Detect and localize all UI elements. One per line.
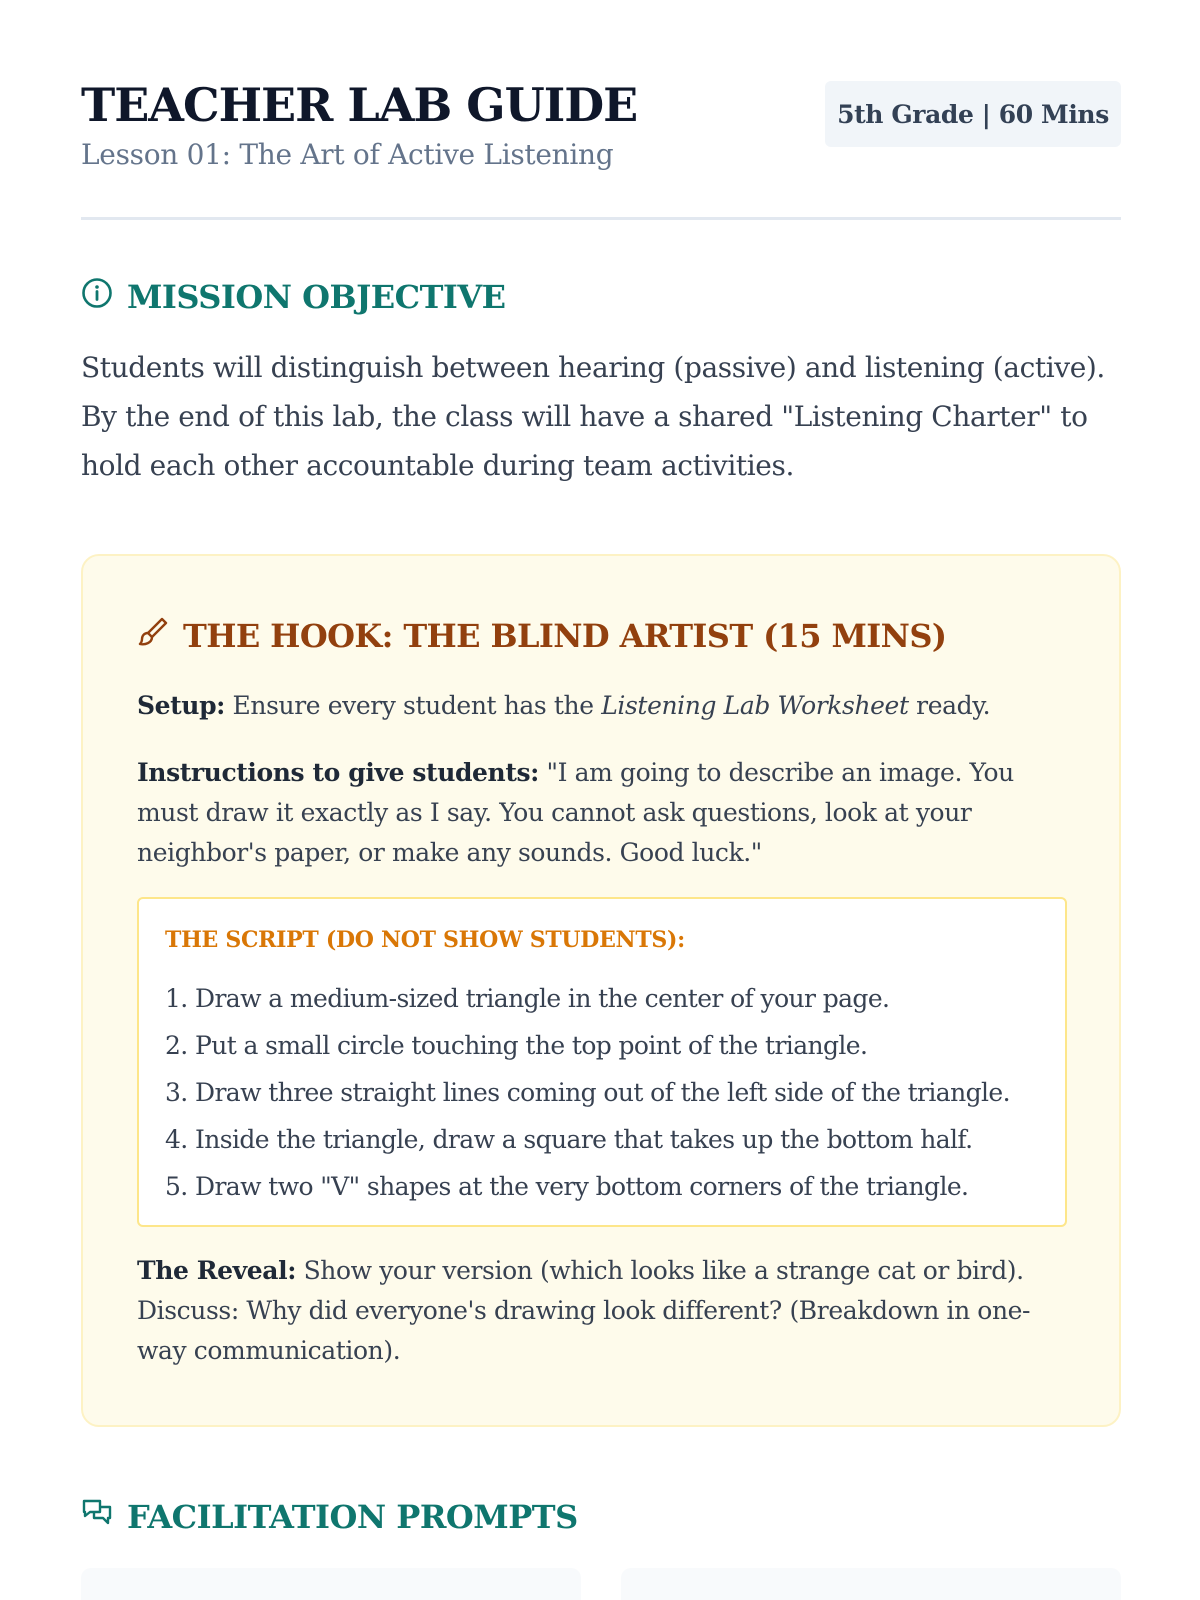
- grade-duration-badge: 5th Grade | 60 Mins: [825, 81, 1121, 147]
- prompt-card: [621, 1568, 1121, 1600]
- instructions-text: "I am going to describe an image. You must draw it exactly as I say. You cannot ask questions, look at your neighbor's paper, or make any sounds. Good luck.": [137, 758, 1014, 867]
- script-step: 3. Draw three straight lines coming out of the left side of the triangle.: [165, 1078, 1010, 1107]
- instructions-paragraph: [137, 753, 1077, 873]
- facilitation-prompts-label: FACILITATION PROMPTS: [127, 1498, 578, 1536]
- script-label: THE SCRIPT (DO NOT SHOW STUDENTS):: [165, 927, 685, 953]
- reveal-paragraph: [137, 1251, 1077, 1371]
- script-step: 5. Draw two "V" shapes at the very bottom corners of the triangle.: [165, 1172, 969, 1201]
- brush-icon: [137, 616, 183, 656]
- worksheet-name: Listening Lab Worksheet: [601, 691, 909, 720]
- script-step: 4. Inside the triangle, draw a square that takes up the bottom half.: [165, 1125, 973, 1154]
- reveal-text: Show your version (which looks like a strange cat or bird). Discuss: Why did everyone's drawing look different? (Breakdown in one-way communication).: [137, 1256, 1031, 1365]
- mission-objective-label: MISSION OBJECTIVE: [127, 278, 506, 316]
- script-box: [137, 897, 1067, 1227]
- hook-heading-label: THE HOOK: THE BLIND ARTIST (15 MINS): [183, 617, 947, 655]
- instructions-label: Instructions to give students:: [137, 758, 539, 787]
- mission-objective-heading: [81, 277, 506, 317]
- script-step: 2. Put a small circle touching the top point of the triangle.: [165, 1031, 868, 1060]
- page-title: TEACHER LAB GUIDE: [81, 78, 638, 132]
- setup-text-end: ready.: [908, 691, 991, 720]
- lesson-subtitle: Lesson 01: The Art of Active Listening: [81, 138, 614, 171]
- chat-bubbles-icon: [81, 1497, 127, 1537]
- facilitation-prompts-heading: [81, 1497, 578, 1537]
- lab-guide-page: [81, 0, 1121, 1600]
- script-steps: [165, 975, 1010, 1210]
- setup-text: Ensure every student has the: [225, 691, 602, 720]
- guide-header: [81, 78, 1121, 220]
- objective-text: Students will distinguish between hearing (passive) and listening (active). By the end of this lab, the class will have a shared "Listening Charter" to hold each other accountable during team activities.: [81, 351, 1105, 482]
- info-icon: [81, 277, 127, 317]
- setup-label: Setup:: [137, 691, 225, 720]
- prompt-card: [81, 1568, 581, 1600]
- setup-paragraph: [137, 686, 1077, 726]
- hook-panel: [81, 554, 1121, 1427]
- reveal-label: The Reveal:: [137, 1256, 297, 1285]
- hook-heading: [137, 616, 946, 656]
- script-step: 1. Draw a medium-sized triangle in the center of your page.: [165, 984, 890, 1013]
